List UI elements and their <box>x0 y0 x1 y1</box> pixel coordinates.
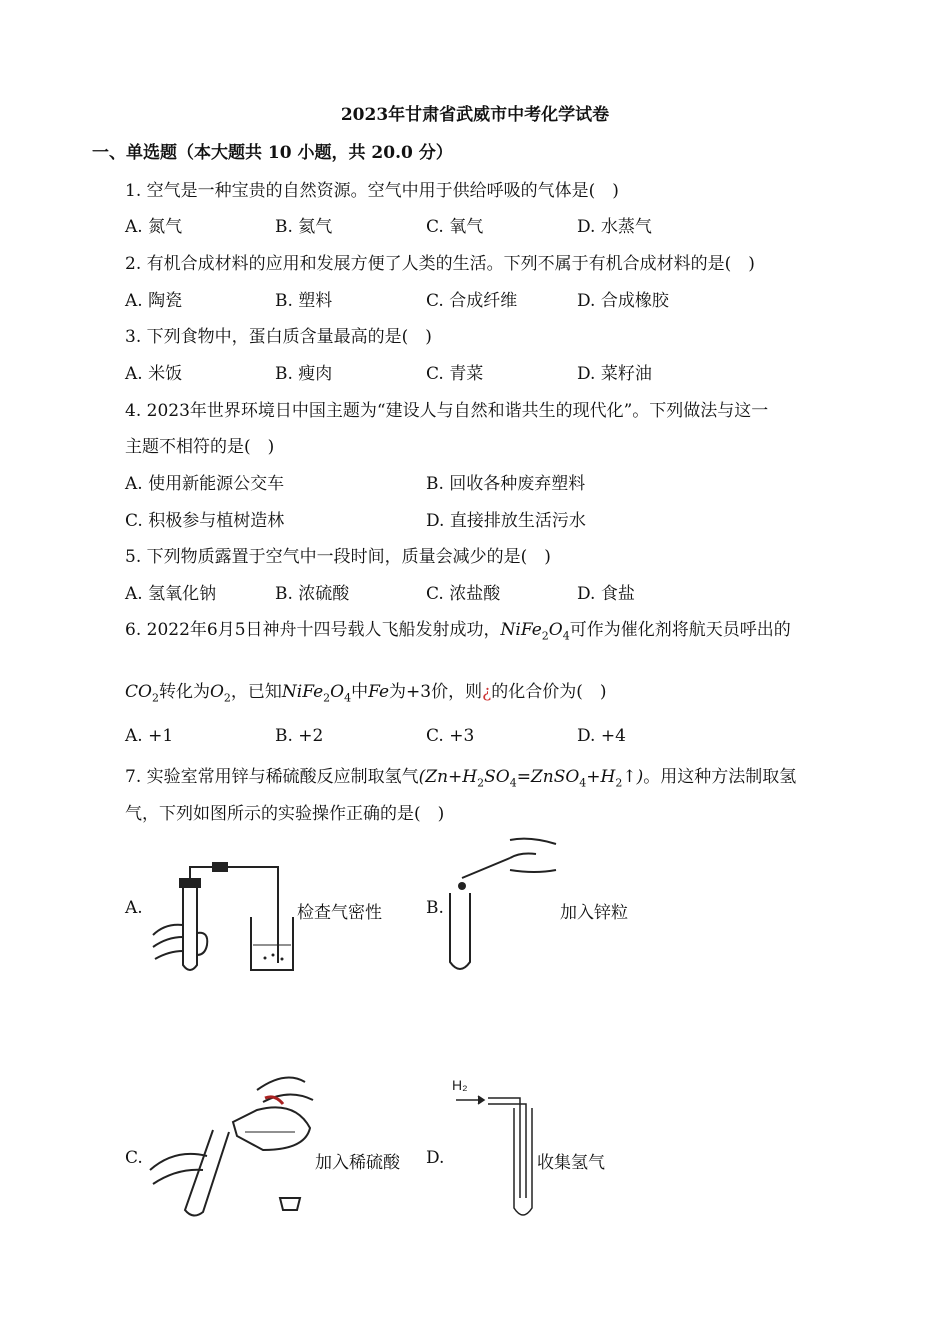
q2-option-c[interactable]: C. 合成纤维 <box>426 291 518 311</box>
question-6-stem-line1 <box>125 615 791 642</box>
question-6-stem-line2 <box>125 677 606 704</box>
q3-option-d[interactable]: D. 菜籽油 <box>577 364 652 384</box>
q6-fe: Fe <box>368 682 390 702</box>
q5-option-b[interactable]: B. 浓硫酸 <box>275 584 350 604</box>
q6-text: ，已知 <box>230 682 282 702</box>
section-heading: 一、单选题（本大题共 10 小题，共 20.0 分） <box>92 143 453 163</box>
q6-text: 为+3价，则 <box>389 682 483 702</box>
q4-option-a[interactable]: A. 使用新能源公交车 <box>125 474 285 494</box>
q6-text: 的化合价为( ) <box>491 682 607 702</box>
q6-sub: 2 <box>223 691 231 705</box>
q6-option-a[interactable]: A. +1 <box>125 726 174 746</box>
fig-a-letter[interactable]: A. <box>125 898 143 918</box>
q6-o: O <box>209 682 224 702</box>
q7-equation: ↑) <box>622 767 644 787</box>
q6-option-c[interactable]: C. +3 <box>426 726 475 746</box>
q6-text: 中 <box>351 682 369 702</box>
q4-option-d[interactable]: D. 直接排放生活污水 <box>426 511 586 531</box>
q7-sub: 4 <box>579 776 587 790</box>
question-4-stem-line1: 4. 2023年世界环境日中国主题为“建设人与自然和谐共生的现代化”。下列做法与这一 <box>125 401 769 421</box>
q7-text-b: 。用这种方法制取氢 <box>643 767 797 787</box>
fig-b-letter[interactable]: B. <box>426 898 444 918</box>
q7-sub: 2 <box>615 776 623 790</box>
q6-broken-glyph: ¿ <box>482 682 492 702</box>
q4-option-c[interactable]: C. 积极参与植树造林 <box>125 511 285 531</box>
fig-b-caption: 加入锌粒 <box>560 903 628 923</box>
question-3-stem: 3. 下列食物中，蛋白质含量最高的是( ) <box>125 327 432 347</box>
q1-option-d[interactable]: D. 水蒸气 <box>577 217 652 237</box>
q6-sub: 2 <box>541 629 549 643</box>
q7-equation: SO <box>484 767 510 787</box>
q7-equation: =ZnSO <box>516 767 580 787</box>
add-sulfuric-acid-figure <box>145 1070 320 1220</box>
q7-equation: (Zn+H <box>418 767 478 787</box>
q6-sub: 2 <box>151 691 159 705</box>
page-title: 2023年甘肃省武威市中考化学试卷 <box>340 105 610 125</box>
q3-option-a[interactable]: A. 米饭 <box>125 364 183 384</box>
q6-sub: 4 <box>344 691 352 705</box>
q6-text-b: 可作为催化剂将航天员呼出的 <box>569 620 791 640</box>
q6-nife: NiFe <box>281 682 324 702</box>
q5-option-d[interactable]: D. 食盐 <box>577 584 635 604</box>
q6-option-d[interactable]: D. +4 <box>577 726 626 746</box>
fig-d-letter[interactable]: D. <box>426 1148 445 1168</box>
q5-option-c[interactable]: C. 浓盐酸 <box>426 584 501 604</box>
q6-sub: 2 <box>323 691 331 705</box>
q3-option-c[interactable]: C. 青菜 <box>426 364 484 384</box>
q6-co: CO <box>125 682 152 702</box>
airtightness-check-figure <box>145 855 305 980</box>
q5-option-a[interactable]: A. 氢氧化钠 <box>125 584 217 604</box>
q6-o: O <box>330 682 345 702</box>
q1-option-a[interactable]: A. 氮气 <box>125 217 183 237</box>
q1-option-c[interactable]: C. 氧气 <box>426 217 484 237</box>
q7-sub: 4 <box>509 776 517 790</box>
question-1-stem: 1. 空气是一种宝贵的自然资源。空气中用于供给呼吸的气体是( ) <box>125 181 619 201</box>
question-7-stem-line1 <box>125 762 796 789</box>
fig-c-letter[interactable]: C. <box>125 1148 143 1168</box>
fig-d-caption: 收集氢气 <box>537 1153 605 1173</box>
q2-option-a[interactable]: A. 陶瓷 <box>125 291 183 311</box>
question-7-stem-line2: 气，下列如图所示的实验操作正确的是( ) <box>125 804 445 824</box>
q3-option-b[interactable]: B. 瘦肉 <box>275 364 333 384</box>
q6-text-a: 6. 2022年6月5日神舟十四号载人飞船发射成功， <box>125 620 501 640</box>
collect-hydrogen-figure <box>448 1072 543 1222</box>
q2-option-d[interactable]: D. 合成橡胶 <box>577 291 669 311</box>
q6-formula-nife: NiFe <box>500 620 542 640</box>
q6-formula-o: O <box>548 620 563 640</box>
q7-sub: 2 <box>477 776 485 790</box>
question-2-stem: 2. 有机合成材料的应用和发展方便了人类的生活。下列不属于有机合成材料的是( ) <box>125 254 755 274</box>
fig-a-caption: 检查气密性 <box>297 903 382 923</box>
q4-option-b[interactable]: B. 回收各种废弃塑料 <box>426 474 586 494</box>
q6-text: 转化为 <box>158 682 210 702</box>
fig-c-caption: 加入稀硫酸 <box>315 1153 400 1173</box>
question-5-stem: 5. 下列物质露置于空气中一段时间，质量会减少的是( ) <box>125 547 551 567</box>
q6-sub: 4 <box>562 629 570 643</box>
add-zinc-figure <box>440 830 565 975</box>
q2-option-b[interactable]: B. 塑料 <box>275 291 333 311</box>
hydrogen-label: H₂ <box>452 1077 468 1093</box>
question-4-stem-line2: 主题不相符的是( ) <box>125 437 275 457</box>
q1-option-b[interactable]: B. 氦气 <box>275 217 333 237</box>
q7-equation: +H <box>586 767 616 787</box>
q6-option-b[interactable]: B. +2 <box>275 726 324 746</box>
q7-text-a: 7. 实验室常用锌与稀硫酸反应制取氢气 <box>125 767 419 787</box>
